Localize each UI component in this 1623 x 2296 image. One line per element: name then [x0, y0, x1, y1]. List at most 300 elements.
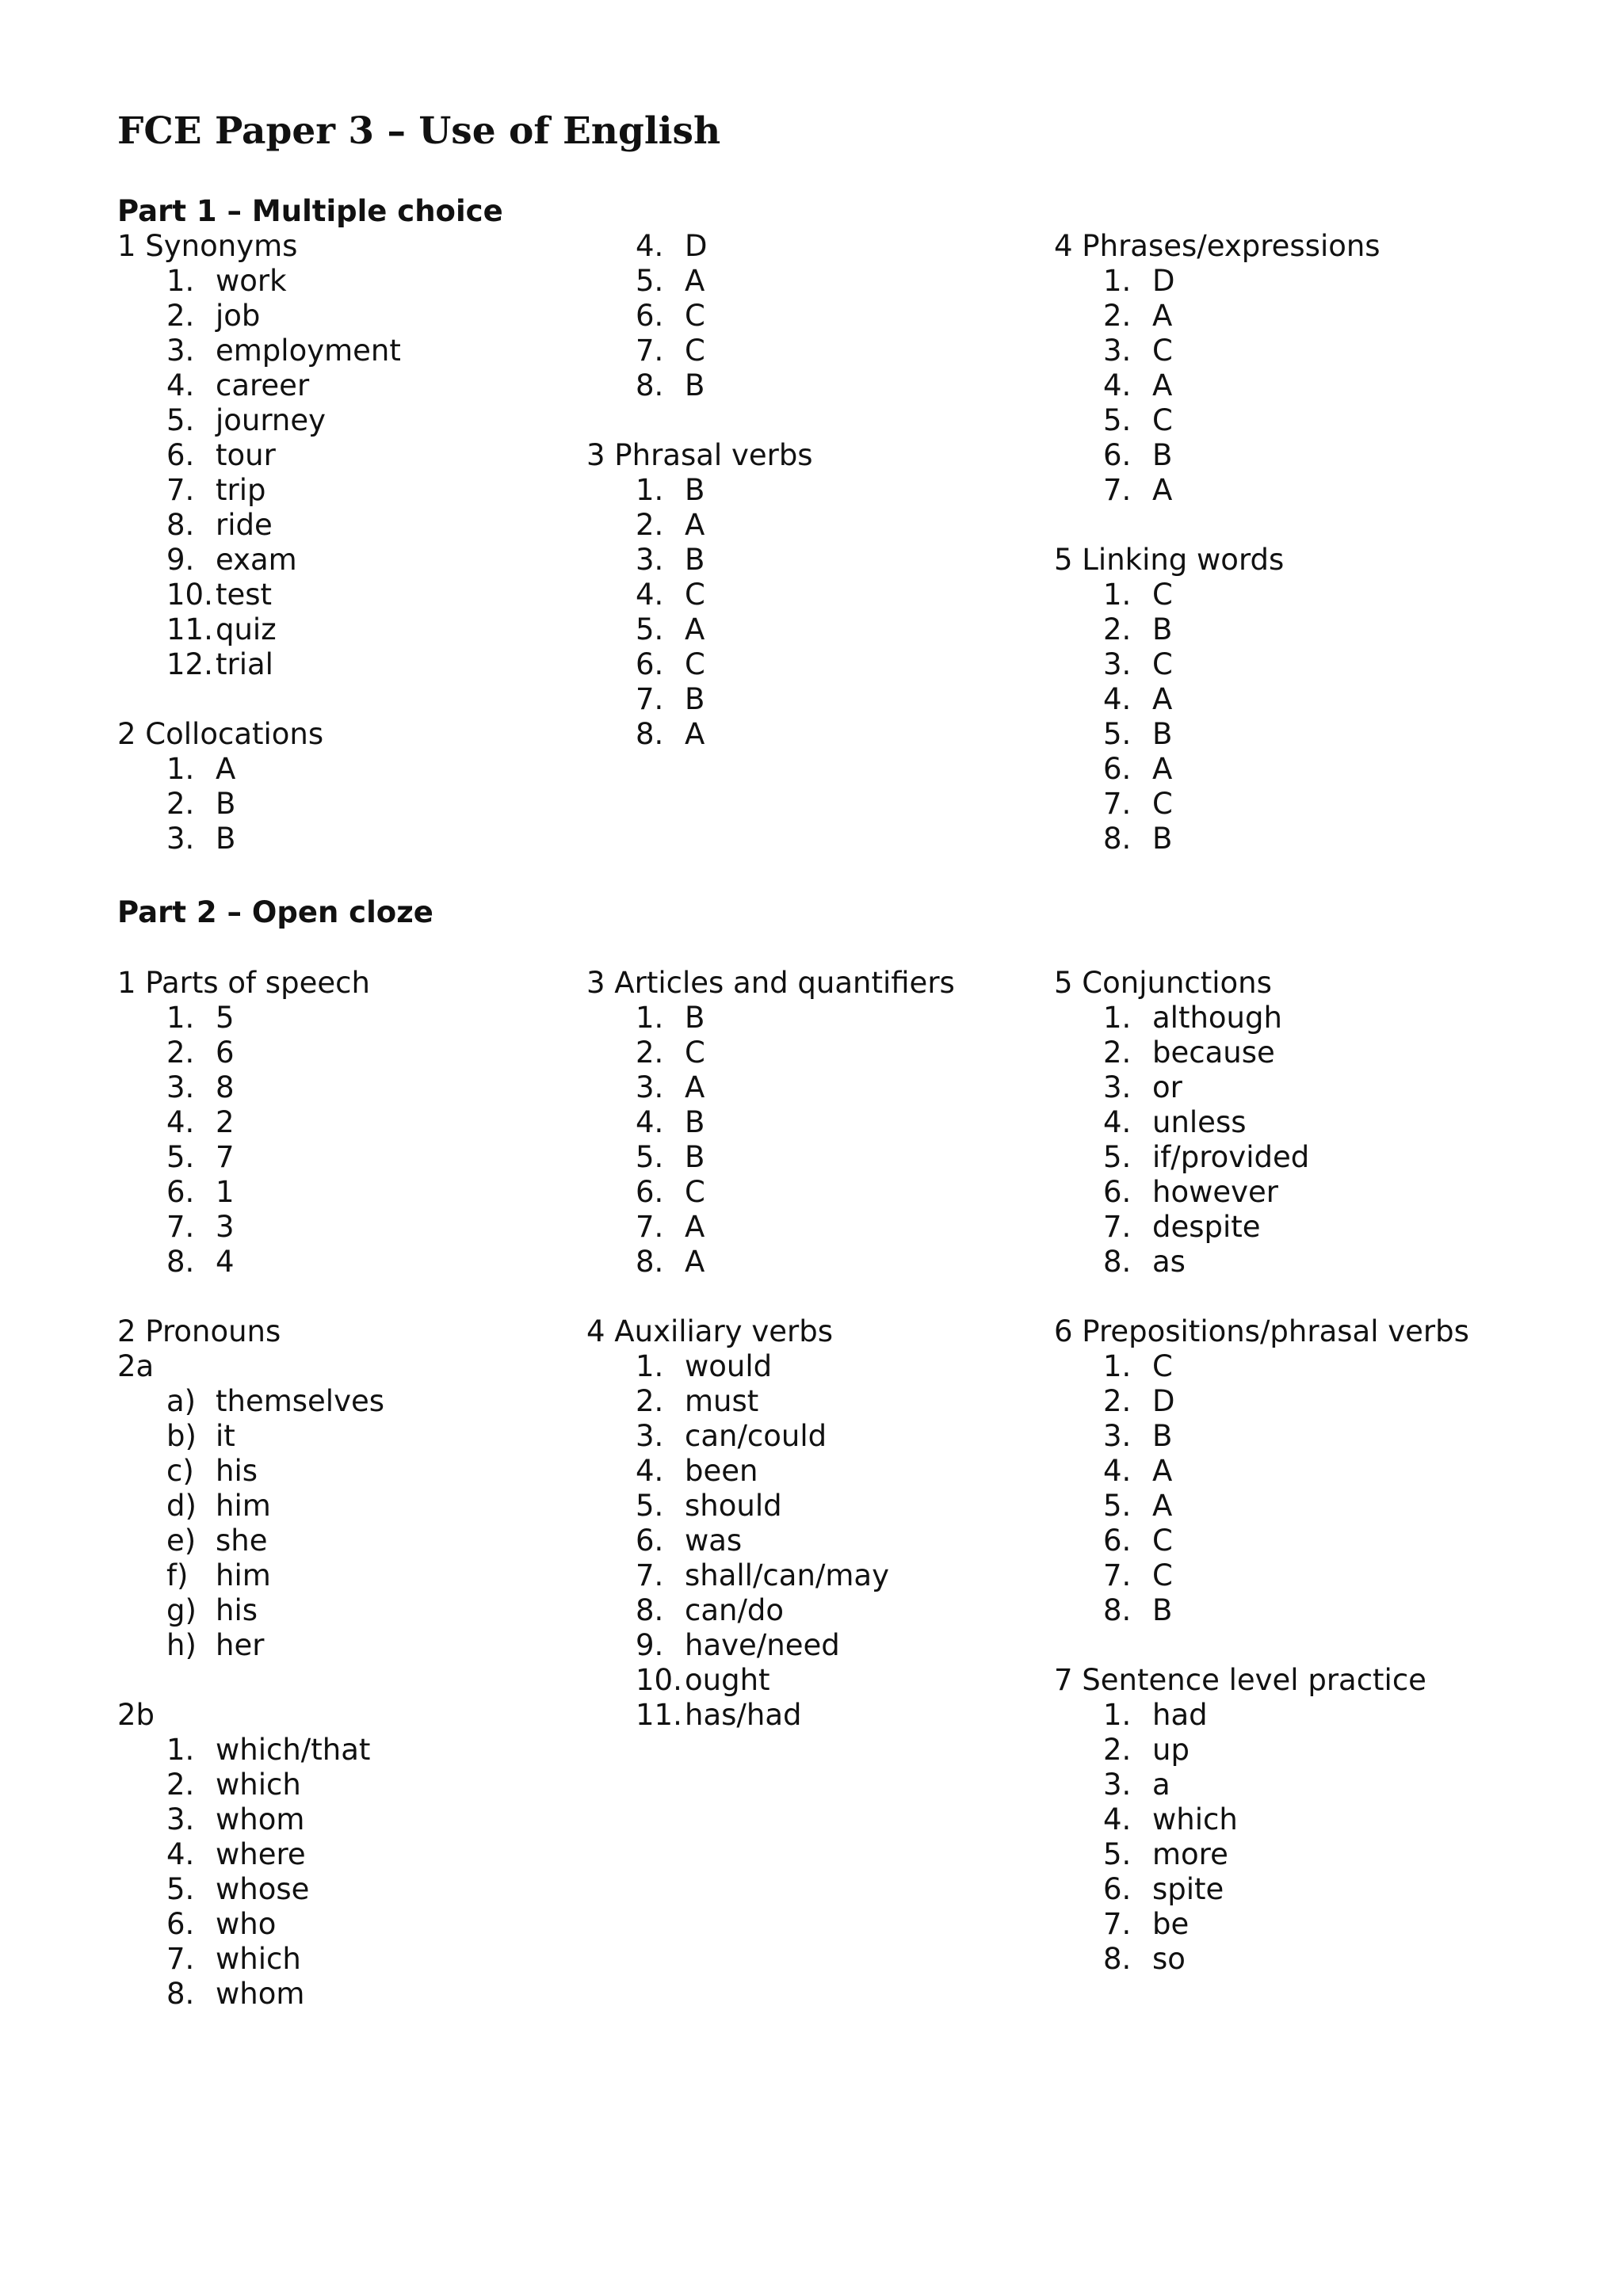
answer-item	[1054, 299, 1529, 334]
answer-item	[117, 1035, 593, 1070]
item-number: 6.	[636, 1524, 664, 1558]
item-answer: unless	[1152, 1105, 1247, 1139]
item-answer: 3	[216, 1210, 235, 1244]
item-answer: A	[1152, 682, 1173, 716]
answer-item	[117, 1175, 593, 1210]
item-number: 2.	[1103, 1733, 1132, 1767]
item-number: 10.	[636, 1663, 682, 1697]
section-title: 4 Auxiliary verbs	[586, 1314, 833, 1348]
answer-item	[586, 1524, 1062, 1558]
answer-section	[117, 966, 593, 1280]
item-number: 1.	[1103, 578, 1132, 612]
item-number: 9.	[166, 543, 195, 577]
item-number: 8.	[636, 717, 664, 751]
section-title: 1 Synonyms	[117, 229, 298, 263]
item-answer: B	[216, 822, 236, 856]
answer-item	[586, 1070, 1062, 1105]
item-number: 3.	[1103, 334, 1132, 368]
item-answer: B	[1152, 1419, 1173, 1453]
item-number: 7.	[1103, 473, 1132, 507]
answer-item	[117, 438, 593, 473]
item-answer: C	[685, 1175, 705, 1209]
item-number: 2.	[166, 1035, 195, 1070]
item-number: 3.	[166, 1070, 195, 1104]
item-answer: had	[1152, 1698, 1208, 1732]
answer-list	[1054, 1349, 1529, 1628]
item-number: 6.	[636, 1175, 664, 1209]
answer-item	[586, 368, 1062, 403]
item-answer: A	[685, 717, 705, 751]
part1-column-1	[117, 229, 593, 891]
item-answer: tour	[216, 438, 276, 472]
answer-item	[117, 543, 593, 578]
item-number: 7.	[166, 1210, 195, 1244]
item-answer: as	[1152, 1245, 1186, 1279]
item-number: 1.	[1103, 1698, 1132, 1732]
item-number: 2.	[1103, 299, 1132, 333]
item-number: 1.	[636, 473, 664, 507]
answer-item	[1054, 1698, 1529, 1733]
item-answer: can/could	[685, 1419, 827, 1453]
item-number: 3.	[1103, 1768, 1132, 1802]
item-number: 6.	[166, 1907, 195, 1941]
answer-item	[117, 1733, 593, 1768]
answer-item	[586, 508, 1062, 543]
answer-item	[586, 1454, 1062, 1489]
item-answer: ride	[216, 508, 273, 542]
answer-item	[1054, 1105, 1529, 1140]
item-number: 4.	[1103, 1454, 1132, 1488]
item-number: 4.	[166, 1105, 195, 1139]
item-number: 7.	[166, 1942, 195, 1976]
item-answer: she	[216, 1524, 268, 1558]
item-answer: up	[1152, 1733, 1190, 1767]
item-answer: B	[1152, 822, 1173, 856]
item-number: e)	[166, 1524, 197, 1558]
item-answer: it	[216, 1419, 235, 1453]
answer-item	[1054, 1872, 1529, 1907]
item-number: 8.	[166, 1977, 195, 2011]
answer-item	[117, 1837, 593, 1872]
answer-item	[117, 1384, 593, 1419]
item-number: 3.	[636, 1419, 664, 1453]
answer-item	[1054, 403, 1529, 438]
answer-item	[586, 1698, 1062, 1733]
answer-item	[1054, 1384, 1529, 1419]
item-number: 7.	[1103, 1210, 1132, 1244]
item-number: 3.	[1103, 647, 1132, 681]
item-answer: B	[685, 543, 705, 577]
answer-item	[117, 1593, 593, 1628]
item-answer: have/need	[685, 1628, 840, 1662]
item-number: 8.	[1103, 822, 1132, 856]
answer-section	[1054, 1314, 1529, 1628]
item-answer: 4	[216, 1245, 235, 1279]
answer-item	[1054, 334, 1529, 368]
item-number: 4.	[1103, 1105, 1132, 1139]
answer-item	[1054, 1140, 1529, 1175]
answer-item	[1054, 1907, 1529, 1942]
answer-item	[586, 1384, 1062, 1419]
answer-item	[586, 647, 1062, 682]
item-answer: employment	[216, 334, 401, 368]
answer-section	[1054, 543, 1529, 856]
item-answer: 2	[216, 1105, 235, 1139]
page-title: FCE Paper 3 – Use of English	[117, 109, 721, 153]
answer-item	[1054, 1837, 1529, 1872]
answer-item	[117, 334, 593, 368]
item-number: 5.	[1103, 403, 1132, 437]
answer-item	[117, 1001, 593, 1035]
part2-column-2	[586, 966, 1062, 1768]
item-number: 1.	[166, 1001, 195, 1035]
item-answer: which	[216, 1768, 301, 1802]
item-answer: job	[216, 299, 261, 333]
item-answer: C	[1152, 1558, 1173, 1592]
answer-item	[117, 1768, 593, 1802]
item-number: 5.	[636, 264, 664, 298]
item-number: g)	[166, 1593, 197, 1627]
item-answer: 5	[216, 1001, 235, 1035]
section-title: 2 Collocations	[117, 717, 324, 751]
item-answer: C	[685, 299, 705, 333]
answer-item	[586, 1001, 1062, 1035]
item-number: 7.	[636, 682, 664, 716]
answer-section	[117, 717, 593, 856]
item-answer: C	[685, 334, 705, 368]
item-answer: career	[216, 368, 310, 402]
item-number: 2.	[636, 508, 664, 542]
item-number: 5.	[166, 1872, 195, 1906]
answer-item	[1054, 822, 1529, 856]
answer-item	[1054, 752, 1529, 787]
item-number: 2.	[166, 299, 195, 333]
item-number: 4.	[636, 578, 664, 612]
answer-item	[586, 229, 1062, 264]
answer-item	[1054, 1245, 1529, 1280]
item-number: 6.	[1103, 1872, 1132, 1906]
item-answer: whom	[216, 1802, 305, 1836]
item-number: 6.	[1103, 752, 1132, 786]
answer-item	[1054, 612, 1529, 647]
answer-item	[117, 299, 593, 334]
item-number: 1.	[1103, 264, 1132, 298]
item-number: 1.	[1103, 1349, 1132, 1383]
answer-item	[586, 1140, 1062, 1175]
answer-item	[1054, 1349, 1529, 1384]
answer-item	[586, 543, 1062, 578]
item-number: b)	[166, 1419, 197, 1453]
item-number: 5.	[636, 612, 664, 646]
part2-heading: Part 2 – Open cloze	[117, 895, 433, 929]
answer-list	[586, 229, 1062, 403]
answer-item	[586, 1349, 1062, 1384]
item-answer: B	[1152, 612, 1173, 646]
item-number: 2.	[1103, 612, 1132, 646]
section-title: 3 Phrasal verbs	[586, 438, 813, 472]
answer-item	[117, 1872, 593, 1907]
answer-item	[586, 717, 1062, 752]
item-answer: C	[1152, 1349, 1173, 1383]
item-answer: A	[1152, 752, 1173, 786]
item-answer: if/provided	[1152, 1140, 1310, 1174]
item-number: 7.	[1103, 1907, 1132, 1941]
item-number: 12.	[166, 647, 213, 681]
item-answer: however	[1152, 1175, 1278, 1209]
answer-item	[1054, 368, 1529, 403]
item-answer: D	[685, 229, 708, 263]
item-number: 1.	[166, 752, 195, 786]
item-number: c)	[166, 1454, 194, 1488]
item-answer: A	[1152, 473, 1173, 507]
item-number: d)	[166, 1489, 197, 1523]
item-number: 1.	[636, 1001, 664, 1035]
item-answer: his	[216, 1454, 258, 1488]
section-title: 4 Phrases/expressions	[1054, 229, 1381, 263]
answer-item	[586, 1175, 1062, 1210]
item-answer: B	[1152, 438, 1173, 472]
answer-section	[586, 1314, 1062, 1733]
item-number: 7.	[636, 1210, 664, 1244]
item-number: 8.	[1103, 1245, 1132, 1279]
item-answer: A	[685, 508, 705, 542]
answer-item	[586, 1035, 1062, 1070]
item-answer: B	[685, 473, 705, 507]
answer-list	[1054, 1698, 1529, 1977]
answer-item	[586, 1419, 1062, 1454]
answer-item	[586, 1663, 1062, 1698]
item-number: h)	[166, 1628, 197, 1662]
item-answer: quiz	[216, 612, 277, 646]
spacer	[117, 1663, 593, 1698]
answer-item	[586, 1628, 1062, 1663]
item-answer: his	[216, 1593, 258, 1627]
item-answer: C	[1152, 787, 1173, 821]
item-number: 3.	[1103, 1419, 1132, 1453]
item-answer: 8	[216, 1070, 235, 1104]
item-answer: A	[685, 1070, 705, 1104]
item-answer: B	[685, 368, 705, 402]
answer-item	[1054, 1001, 1529, 1035]
item-answer: C	[685, 647, 705, 681]
part1-column-3	[1054, 229, 1529, 891]
part1-heading: Part 1 – Multiple choice	[117, 194, 503, 228]
section-title: 3 Articles and quantifiers	[586, 966, 955, 1000]
item-answer: where	[216, 1837, 306, 1871]
item-number: 8.	[636, 368, 664, 402]
item-number: 8.	[1103, 1942, 1132, 1976]
answer-item	[117, 368, 593, 403]
item-number: 3.	[636, 1070, 664, 1104]
answer-list	[117, 1733, 593, 2012]
item-answer: A	[685, 1210, 705, 1244]
answer-section	[586, 229, 1062, 403]
answer-item	[586, 299, 1062, 334]
item-answer: C	[685, 1035, 705, 1070]
item-number: 6.	[636, 299, 664, 333]
item-answer: him	[216, 1489, 271, 1523]
answer-item	[1054, 682, 1529, 717]
section-title: 2 Pronouns	[117, 1314, 281, 1348]
item-answer: test	[216, 578, 273, 612]
item-answer: journey	[216, 403, 327, 437]
item-answer: whose	[216, 1872, 310, 1906]
item-answer: C	[1152, 578, 1173, 612]
answer-item	[586, 682, 1062, 717]
answer-item	[1054, 717, 1529, 752]
item-number: 1.	[636, 1349, 664, 1383]
item-number: 10.	[166, 578, 213, 612]
item-number: 5.	[1103, 1489, 1132, 1523]
item-answer: a	[1152, 1768, 1170, 1802]
item-number: 3.	[1103, 1070, 1132, 1104]
answer-section	[586, 438, 1062, 752]
item-number: a)	[166, 1384, 197, 1418]
answer-item	[586, 1489, 1062, 1524]
answer-item	[117, 1628, 593, 1663]
answer-item	[117, 1454, 593, 1489]
item-answer: B	[685, 682, 705, 716]
answer-section	[117, 1314, 593, 2012]
item-answer: D	[1152, 264, 1175, 298]
item-number: 4.	[1103, 682, 1132, 716]
item-answer: A	[1152, 1454, 1173, 1488]
answer-item	[117, 1210, 593, 1245]
item-answer: should	[685, 1489, 782, 1523]
answer-list	[586, 1349, 1062, 1733]
item-number: 2.	[166, 787, 195, 821]
item-answer: him	[216, 1558, 271, 1592]
item-number: 6.	[636, 647, 664, 681]
answer-item	[117, 1489, 593, 1524]
answer-item	[117, 1977, 593, 2012]
part2-column-1	[117, 966, 593, 2046]
answer-item	[586, 264, 1062, 299]
answer-item	[1054, 1489, 1529, 1524]
answer-item	[586, 1593, 1062, 1628]
answer-item	[117, 578, 593, 612]
answer-item	[1054, 264, 1529, 299]
item-answer: 6	[216, 1035, 235, 1070]
answer-section	[1054, 229, 1529, 508]
answer-item	[117, 822, 593, 856]
item-answer: A	[1152, 368, 1173, 402]
item-number: 1.	[166, 264, 195, 298]
item-answer: themselves	[216, 1384, 385, 1418]
item-answer: A	[685, 612, 705, 646]
answer-item	[586, 1105, 1062, 1140]
answer-item	[117, 752, 593, 787]
answer-item	[117, 1140, 593, 1175]
item-answer: which/that	[216, 1733, 371, 1767]
item-answer: ought	[685, 1663, 770, 1697]
answer-item	[1054, 1942, 1529, 1977]
answer-item	[117, 1942, 593, 1977]
item-number: 2.	[636, 1384, 664, 1418]
answer-section	[117, 229, 593, 682]
item-number: 7.	[636, 334, 664, 368]
item-answer: would	[685, 1349, 773, 1383]
item-number: 8.	[166, 508, 195, 542]
item-answer: C	[685, 578, 705, 612]
item-number: 2.	[636, 1035, 664, 1070]
item-number: 3.	[166, 822, 195, 856]
item-number: 3.	[636, 543, 664, 577]
item-number: 4.	[166, 1837, 195, 1871]
answer-list	[117, 752, 593, 856]
item-number: 5.	[636, 1489, 664, 1523]
item-answer: who	[216, 1907, 277, 1941]
answer-item	[586, 578, 1062, 612]
answer-list	[117, 264, 593, 682]
item-number: 5.	[166, 1140, 195, 1174]
item-answer: which	[216, 1942, 301, 1976]
answer-item	[1054, 1524, 1529, 1558]
item-answer: C	[1152, 334, 1173, 368]
part1-column-2	[586, 229, 1062, 787]
answer-list	[1054, 578, 1529, 856]
item-number: 4.	[1103, 368, 1132, 402]
item-number: 4.	[636, 1105, 664, 1139]
answer-item	[117, 1907, 593, 1942]
answer-item	[117, 403, 593, 438]
item-number: 5.	[636, 1140, 664, 1174]
section-title: 5 Conjunctions	[1054, 966, 1272, 1000]
answer-list	[1054, 264, 1529, 508]
section-title: 1 Parts of speech	[117, 966, 370, 1000]
answer-item	[117, 647, 593, 682]
subgroup-label: 2a	[117, 1349, 155, 1383]
item-number: 9.	[636, 1628, 664, 1662]
answer-section	[1054, 1663, 1529, 1977]
item-answer: because	[1152, 1035, 1275, 1070]
item-answer: shall/can/may	[685, 1558, 889, 1592]
item-answer: work	[216, 264, 287, 298]
item-answer: can/do	[685, 1593, 785, 1627]
item-answer: was	[685, 1524, 743, 1558]
answer-item	[1054, 1035, 1529, 1070]
item-answer: be	[1152, 1907, 1190, 1941]
answer-item	[1054, 1419, 1529, 1454]
answer-item	[117, 1245, 593, 1280]
section-title: 5 Linking words	[1054, 543, 1285, 577]
item-number: 4.	[1103, 1802, 1132, 1836]
item-answer: B	[1152, 1593, 1173, 1627]
item-number: 3.	[166, 334, 195, 368]
answer-item	[586, 1210, 1062, 1245]
answer-item	[1054, 1593, 1529, 1628]
item-number: 4.	[636, 1454, 664, 1488]
answer-item	[1054, 473, 1529, 508]
item-number: 7.	[166, 473, 195, 507]
item-number: 4.	[166, 368, 195, 402]
answer-item	[117, 787, 593, 822]
item-number: 8.	[636, 1593, 664, 1627]
item-number: 8.	[166, 1245, 195, 1279]
item-answer: more	[1152, 1837, 1228, 1871]
answer-item	[117, 1419, 593, 1454]
answer-list	[586, 473, 1062, 752]
answer-list	[586, 1001, 1062, 1280]
section-title: 7 Sentence level practice	[1054, 1663, 1426, 1697]
answer-item	[1054, 578, 1529, 612]
item-number: 5.	[166, 403, 195, 437]
item-answer: trip	[216, 473, 266, 507]
item-answer: C	[1152, 1524, 1173, 1558]
answer-item	[1054, 1802, 1529, 1837]
item-answer: A	[1152, 1489, 1173, 1523]
item-number: 11.	[636, 1698, 682, 1732]
